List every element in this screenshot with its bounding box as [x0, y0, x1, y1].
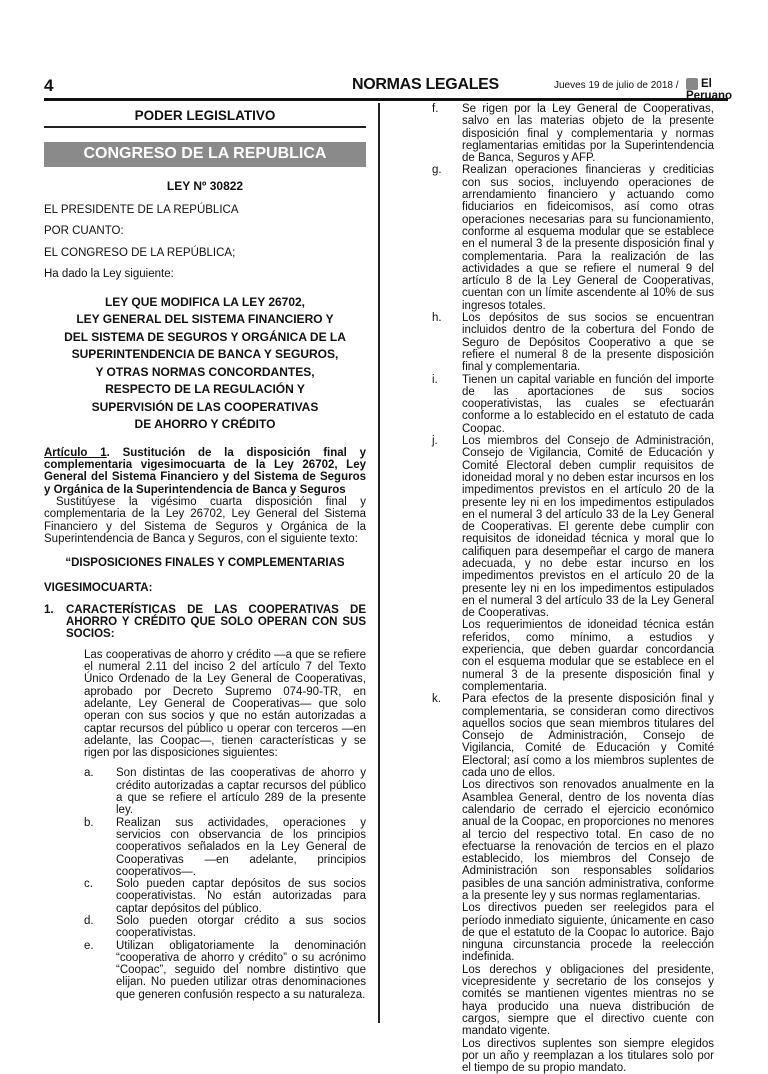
law-title-line: RESPECTO DE LA REGULACIÓN Y: [105, 382, 305, 397]
page-number: 4: [44, 76, 54, 95]
list-item-text: Son distintas de las cooperativas de ahorro y crédito autorizadas a captar recursos del público a que se refiere el artículo 289 de la presente ley.: [116, 767, 366, 817]
law-title-line: LEY GENERAL DEL SISTEMA FINANCIERO Y: [76, 312, 334, 327]
list-item-label: f.: [432, 103, 439, 115]
list-item: [394, 312, 714, 373]
list-item-continuation: [394, 619, 714, 693]
vigesimocuarta-heading: VIGESIMOCUARTA:: [44, 581, 153, 594]
coat-of-arms-icon: [686, 78, 698, 90]
list-item-label: j.: [432, 435, 438, 448]
list-item-text: Realizan operaciones financieras y crediticias con sus socios, incluyendo operaciones de arrendamiento financiero y actuando como fiduciarios en fideicomisos, así como otras operaciones necesarias para su funcionamiento, conforme al esquema modular que se establece en el numeral 3 de la presente disposición final y complementaria. Para la realización de las actividades a que se refiere el numeral 9 del artículo 8 de la Ley General de Cooperativas, cuentan con un límite ascendente al 10% de sus ingresos totales.: [462, 164, 714, 312]
presidente-line: EL PRESIDENTE DE LA REPÚBLICA: [44, 203, 239, 216]
item-title: CARACTERÍSTICAS DE LAS COOPERATIVAS DE AHORRO Y CRÉDITO QUE SOLO OPERAN CON SUS SOCIOS:: [66, 603, 366, 641]
list-item-text: Solo pueden otorgar crédito a sus socios cooperativistas.: [116, 914, 366, 940]
list-item: [84, 915, 366, 940]
ha-dado-line: Ha dado la Ley siguiente:: [44, 268, 174, 281]
paragraph: Los directivos suplentes son siempre elegidos por un año y reemplazan a los titulares solo por el tiempo de su propio mandato.: [462, 1037, 714, 1074]
item-number: 1.: [44, 603, 54, 616]
left-column: [44, 110, 366, 1001]
newspaper-name: [686, 78, 732, 102]
list-item-text: Para efectos de la presente disposición final y complementaria, se consideran como directivos aquellos socios que sean miembros titulares del Consejo de Administración, Consejo de Vigilancia, Comité de Educación y Comité Electoral; así como a los miembros suplentes de cada uno de ellos.: [462, 693, 714, 780]
list-item-text: Utilizan obligatoriamente la denominación “cooperativa de ahorro y crédito” o su acrónimo “Coopac”, seguido del nombre distintivo que elijan. No pueden utilizar otras denominaciones que generen confusión respecto a su naturaleza.: [116, 939, 366, 1001]
paragraph: Los derechos y obligaciones del presidente, vicepresidente y secretario de los consejos y comités se mantienen vigentes mientras no se haya producido una nueva distribución de cargos, siempre que el directivo cuente con mandato vigente.: [462, 963, 714, 1038]
list-item-label: i.: [432, 373, 438, 386]
list-item: [84, 878, 366, 915]
list-item: [84, 817, 366, 878]
section-title: PODER LEGISLATIVO: [44, 110, 366, 128]
list-item: [84, 767, 366, 816]
list-item-text: Solo pueden captar depósitos de sus socios cooperativistas. No están autorizadas para captar depósitos del público.: [116, 878, 366, 915]
list-item-text: Se rigen por la Ley General de Cooperativas, salvo en las materias objeto de la presente disposición final y complementaria y normas reglamentarias emitidas por la Superintendencia de Banca, Seguros y AFP.: [462, 103, 714, 165]
por-cuanto-line: POR CUANTO:: [44, 225, 124, 238]
list-item: [394, 374, 714, 435]
list-item-label: g.: [432, 164, 442, 177]
column-divider: [378, 103, 380, 1023]
publication-title: NORMAS LEGALES: [352, 76, 499, 93]
issue-date: Jueves 19 de julio de 2018 /: [554, 80, 679, 91]
list-item-text: Los requerimientos de idoneidad técnica están referidos, como mínimo, a estudios y experiencia, que deben guardar concordancia con el esquema modular que se establece en el numeral 3 de la presente disposición final y complementaria.: [462, 619, 714, 693]
law-title-line: DE AHORRO Y CRÉDITO: [134, 417, 276, 432]
article-heading-text: . Sustitución de la disposición final y complementaria vigesimocuarta de la Ley 26702, Ley General del Sistema Financiero y del Sistema de Seguros y Orgánica de la Superintendencia de Banca y Seguros: [44, 446, 366, 496]
law-title-line: DEL SISTEMA DE SEGUROS Y ORGÁNICA DE LA: [64, 329, 346, 344]
article-1-heading: [44, 447, 366, 496]
article-1-body: Sustitúyese la vigésimo cuarta disposición final y complementaria de la Ley 26702, Ley General del Sistema Financiero y del Sistema de Seguros y Orgánica de la Superintendencia de Banca y Seguros, con el siguiente texto:: [44, 496, 366, 545]
list-item: [84, 940, 366, 1001]
item-1-heading: [44, 604, 366, 641]
newspaper-label: El Peruano: [686, 78, 733, 103]
list-item-text: Tienen un capital variable en función del importe de las aportaciones de sus socios cooperativistas, las cuales se efectuarán conforme a lo establecido en el estatuto de cada Coopac.: [462, 373, 714, 435]
lettered-list-left: [44, 767, 366, 1001]
list-item-label: c.: [84, 878, 93, 891]
paragraph: Los directivos son renovados anualmente en la Asamblea General, dentro de los noventa días calendario de cerrado el ejercicio económico anual de la Coopac, en proporciones no menores al tercio del respectivo total. En caso de no efectuarse la renovación de tercios en el plazo establecido, los miembros del Consejo de Administración son responsables solidarios pasibles de una sanción administrativa, conforme a la presente ley y sus normas reglamentarias.: [462, 779, 714, 902]
list-item-text: Los miembros del Consejo de Administración, Consejo de Vigilancia, Comité de Educación y Comité Electoral deben cumplir requisitos de idoneidad moral y no deben estar incursos en los impedimentos previstos en el artículo 20 de la presente ley ni en los impedimentos estipulados en el numeral 3 del artículo 33 de la Ley General de Cooperativas. El gerente debe cumplir con requisitos de idoneidad técnica y moral que lo califiquen para desempeñar el cargo de manera adecuada, y no debe estar incurso en los impedimentos previstos en el artículo 20 de la presente ley ni en los impedimentos estipulados en el numeral 3 del artículo 33 de la Ley General de Cooperativas.: [462, 435, 714, 620]
page-header: [44, 76, 733, 103]
paragraph: Los directivos pueden ser reelegidos para el período inmediato siguiente, únicamente en caso de que el estatuto de la Coopac lo autorice. Bajo ninguna circunstancia procede la reelección indefinida.: [462, 902, 714, 964]
law-title-line: Y OTRAS NORMAS CONCORDANTES,: [95, 364, 315, 379]
list-item: [394, 435, 714, 619]
list-item-text: Los depósitos de sus socios se encuentran incluidos dentro de la cobertura del Fondo de Seguro de Depósitos Cooperativo a que se refiere el numeral 8 de la presente disposición final y complementaria.: [462, 312, 714, 374]
law-number: LEY Nº 30822: [166, 178, 244, 193]
list-item-label: k.: [432, 693, 441, 706]
article-label: Artículo 1: [44, 446, 107, 459]
law-title: [44, 294, 366, 434]
law-title-line: SUPERVISIÓN DE LAS COOPERATIVAS: [91, 399, 319, 414]
list-item-label: a.: [84, 767, 94, 780]
list-item: [394, 103, 714, 164]
list-item-label: [394, 619, 462, 693]
intro-paragraph: Las cooperativas de ahorro y crédito —a que se refiere el numeral 2.11 del inciso 2 del artículo 7 del Texto Único Ordenado de la Ley General de Cooperativas, aprobado por Decreto Supremo 074-90-TR, en adelante, Ley General de Cooperativas— que solo operan con sus socios y que no están autorizadas a captar recursos del público u operar con terceros —en adelante, las Coopac—, tienen características y se rigen por las disposiciones siguientes:: [84, 648, 366, 760]
disposiciones-heading: “DISPOSICIONES FINALES Y COMPLEMENTARIAS: [65, 557, 345, 570]
right-column: [394, 103, 714, 1074]
list-item-label: b.: [84, 816, 94, 829]
law-title-line: SUPERINTENDENCIA DE BANCA Y SEGUROS,: [71, 347, 339, 362]
list-item-text: Realizan sus actividades, operaciones y servicios con observancia de los principios cooperativos señalados en la Ley General de Cooperativas —en adelante, principios cooperativos—.: [116, 816, 366, 878]
list-item: [394, 164, 714, 312]
list-item-label: d.: [84, 914, 94, 927]
list-item: [394, 693, 714, 779]
list-item-label: e.: [84, 939, 94, 952]
list-item-label: h.: [432, 312, 442, 325]
congreso-line: EL CONGRESO DE LA REPÚBLICA;: [44, 246, 236, 259]
congress-banner: CONGRESO DE LA REPUBLICA: [44, 142, 366, 166]
law-title-line: LEY QUE MODIFICA LA LEY 26702,: [104, 294, 306, 309]
